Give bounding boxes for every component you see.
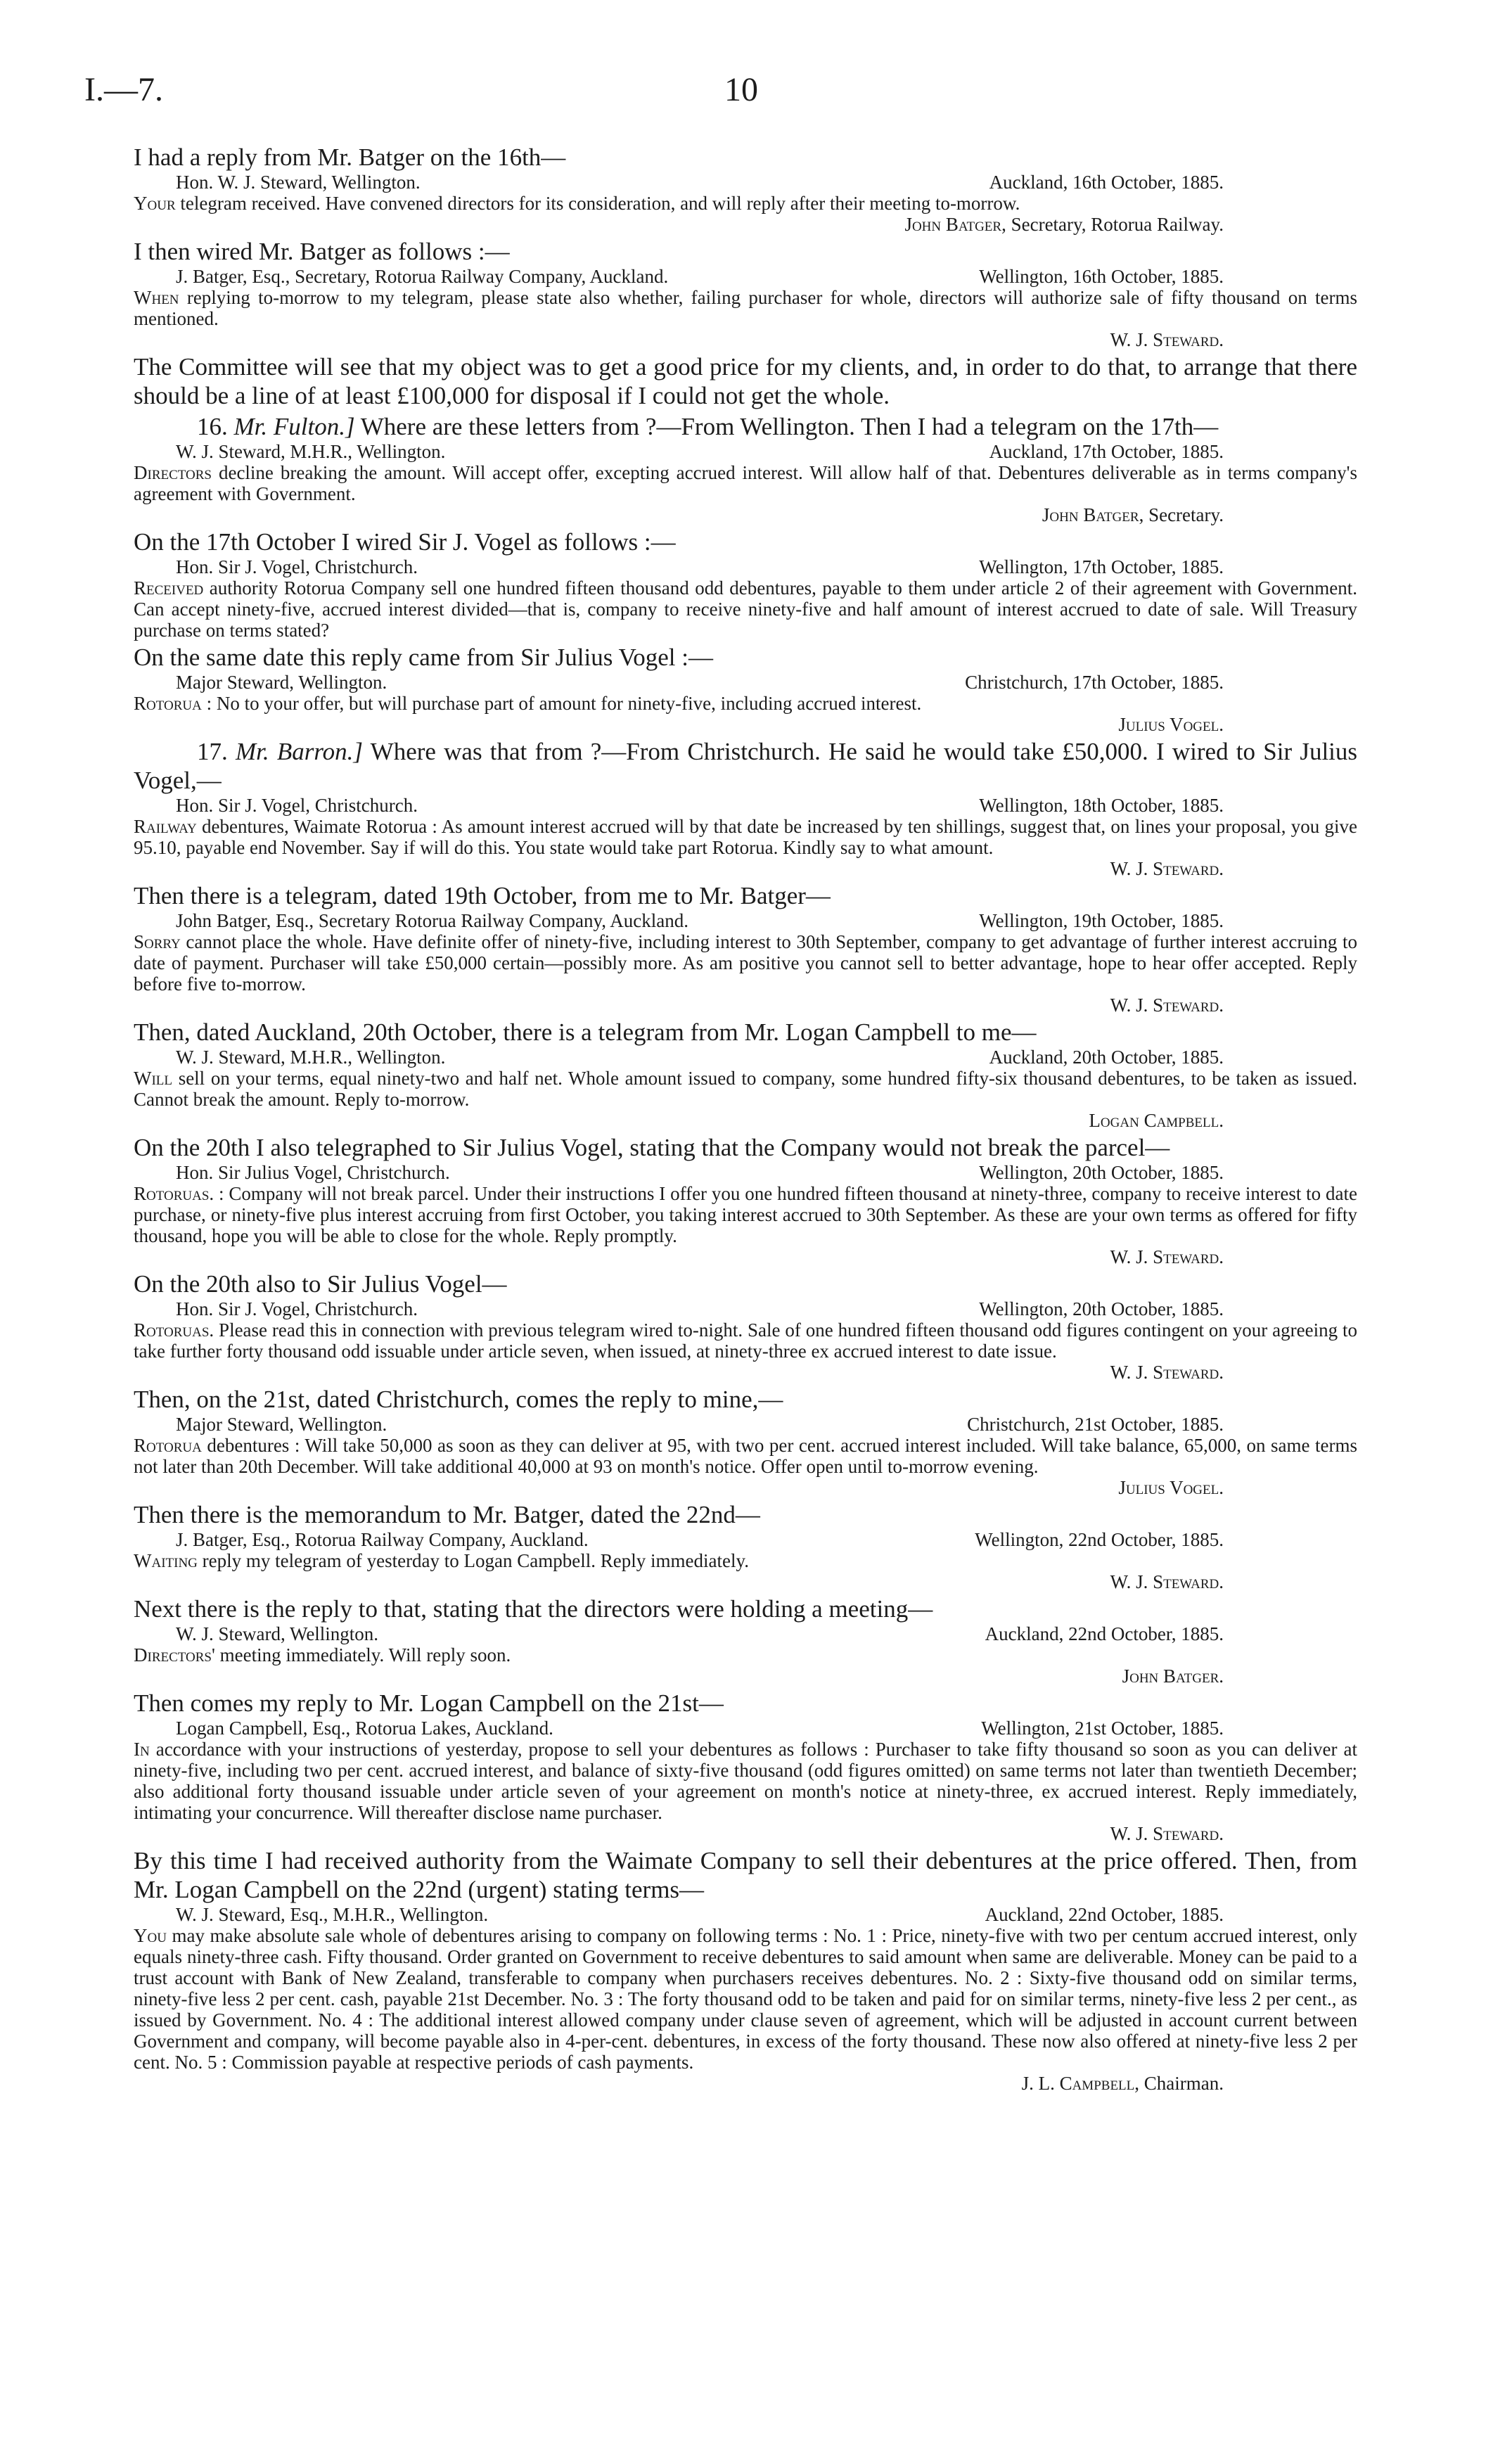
- telegram-lead-word: Waiting: [134, 1550, 198, 1571]
- page-number: 10: [724, 71, 758, 108]
- telegram-body: [134, 1550, 1357, 1571]
- telegram-signature: [134, 1666, 1357, 1687]
- telegram-signature: [134, 1571, 1357, 1592]
- telegram-header: [134, 441, 1357, 462]
- telegram-lead-word: Rotoruas.: [134, 1319, 214, 1341]
- signature-title: .: [1219, 995, 1224, 1016]
- evidence-question: [134, 737, 1357, 795]
- telegram-lead-word: You: [134, 1925, 167, 1946]
- signature-name: Steward: [1148, 329, 1219, 350]
- signature-title: .: [1219, 858, 1224, 879]
- telegram-signature: [134, 1362, 1357, 1383]
- telegram-place-date: Auckland, 17th October, 1885.: [989, 441, 1224, 462]
- signature-initial: Logan: [1089, 1110, 1139, 1131]
- telegram-addressee: W. J. Steward, Esq., M.H.R., Wellington.: [176, 1904, 489, 1925]
- telegram: [134, 795, 1357, 879]
- telegram: [134, 672, 1357, 735]
- telegram-lead-word: Rotorua: [134, 693, 202, 714]
- telegram-text: Please read this in connection with previous telegram wired to-night. Sale of one hundred fifteen thousand odd figures contingent on your agreeing to take further forty thousand odd issuable under article seven, when issued, at ninety-three ex accrued interest to date issue.: [134, 1319, 1357, 1362]
- telegram-body: [134, 1435, 1357, 1477]
- signature-title: .: [1219, 1246, 1224, 1267]
- signature-name: Vogel: [1165, 714, 1219, 735]
- paragraph: I had a reply from Mr. Batger on the 16th—: [134, 143, 566, 171]
- telegram-addressee: J. Batger, Esq., Rotorua Railway Company, Auckland.: [176, 1529, 589, 1550]
- signature-name: Steward: [1148, 1246, 1219, 1267]
- telegram-body: [134, 1183, 1357, 1246]
- paragraph: Then, dated Auckland, 20th October, there is a telegram from Mr. Logan Campbell to me—: [134, 1018, 1037, 1046]
- telegram-text: replying to-morrow to my telegram, please state also whether, failing purchaser for whole, directors will authorize sale of fifty thousand on terms mentioned.: [134, 287, 1357, 329]
- telegram-body: [134, 577, 1357, 641]
- telegram-place-date: Wellington, 18th October, 1885.: [979, 795, 1224, 816]
- telegram-place-date: Auckland, 22nd October, 1885.: [985, 1623, 1224, 1644]
- signature-initial: John: [904, 214, 942, 235]
- telegram-body: [134, 287, 1357, 329]
- telegram-place-date: Wellington, 22nd October, 1885.: [975, 1529, 1224, 1550]
- questioner: Mr. Fulton.]: [233, 413, 355, 440]
- telegram-text: debentures : Will take 50,000 as soon as they can deliver at 95, with two per cent. accrued interest included. Will take balance, 65,000, on same terms not later than 20th December. Will take additional 40,000 at 93 on month's notice. Offer open until to-morrow evening.: [134, 1435, 1357, 1477]
- signature-name: Steward: [1148, 1571, 1219, 1592]
- document-reference: I.—7.: [84, 71, 163, 108]
- telegram: [134, 1298, 1357, 1383]
- signature-title: .: [1219, 714, 1224, 735]
- telegram-header: [134, 1623, 1357, 1644]
- telegram-addressee: W. J. Steward, Wellington.: [176, 1623, 379, 1644]
- telegram-addressee: W. J. Steward, M.H.R., Wellington.: [176, 441, 446, 462]
- signature-initial: W. J.: [1110, 1246, 1148, 1267]
- telegram-text: may make absolute sale whole of debentures arising to company on following terms : No. 1 : Price, ninety-five with two per centum accrued interest, only equals ninety-three cash. Fifty thousand. Order granted on Government to receive debentures to said amount when same are deliverable. Money can be paid to a trust account with Bank of New Zealand, transferable to company when purchasers receives debentures. No. 2 : Sixty-five thousand odd on similar terms, ninety-five less 2 per cent. cash, payable 21st December. No. 3 : The forty thousand odd to be taken and paid for on similar terms, ninety-five less 2 per cent., as issued by Government. No. 4 : The additional interest allowed company under clause seven of agreement, which will be adjusted in account current between Government and company, will become payable also in 4-per-cent. debentures, in excess of the forty thousand. These now also offered at ninety-five less 2 per cent. No. 5 : Commission payable at respective periods of cash payments.: [134, 1925, 1357, 2073]
- telegram-header: [134, 1414, 1357, 1435]
- telegram: [134, 266, 1357, 350]
- telegram-signature: [134, 329, 1357, 350]
- telegram: [134, 1529, 1357, 1592]
- paragraph: On the same date this reply came from Sir Julius Vogel :—: [134, 644, 713, 671]
- telegram-text: debentures, Waimate Rotorua : As amount interest accrued will by that date be increased by ten shillings, suggest that, on lines your proposal, you give 95.10, payable end November. Say if will do this. You state would take part Rotorua. Kindly say to what amount.: [134, 816, 1357, 858]
- telegram-place-date: Auckland, 22nd October, 1885.: [985, 1904, 1224, 1925]
- evidence-question: [134, 412, 1357, 441]
- telegram-addressee: Hon. Sir J. Vogel, Christchurch.: [176, 556, 418, 577]
- telegram-text: : Company will not break parcel. Under their instructions I offer you one hundred fifteen thousand at ninety-three, company to receive interest to date purchase, or ninety-five plus interest accruing from first October, you taking interest accrued to 30th September. As these are your own terms as offered for fifty thousand, hope you will be able to close for the whole. Reply promptly.: [134, 1183, 1357, 1246]
- telegram-lead-word: Rotorua: [134, 1435, 202, 1456]
- telegram-lead-word: In: [134, 1739, 150, 1760]
- signature-title: .: [1219, 1823, 1224, 1844]
- telegram-place-date: Wellington, 20th October, 1885.: [979, 1298, 1224, 1319]
- signature-initial: John: [1122, 1666, 1159, 1687]
- telegram-place-date: Wellington, 19th October, 1885.: [979, 910, 1224, 931]
- questioner: Mr. Barron.]: [235, 738, 364, 765]
- telegram-addressee: Hon. Sir J. Vogel, Christchurch.: [176, 795, 418, 816]
- telegram-text: reply my telegram of yesterday to Logan Campbell. Reply immediately.: [197, 1550, 749, 1571]
- telegram-text: meeting immediately. Will reply soon.: [214, 1644, 511, 1666]
- telegram-lead-word: Received: [134, 577, 204, 599]
- telegram-header: [134, 1162, 1357, 1183]
- telegram-lead-word: When: [134, 287, 179, 308]
- telegram-body: [134, 193, 1357, 214]
- question-text: Where was that from ?—From Christchurch. He said he would take £50,000. I wired to Sir Julius Vogel,—: [134, 738, 1358, 794]
- signature-initial: J. L.: [1021, 2073, 1055, 2094]
- signature-initial: W. J.: [1110, 329, 1148, 350]
- paragraph: On the 17th October I wired Sir J. Vogel as follows :—: [134, 528, 676, 556]
- page-body: [134, 141, 1357, 2094]
- telegram-addressee: John Batger, Esq., Secretary Rotorua Railway Company, Auckland.: [176, 910, 689, 931]
- paragraph: Then there is a telegram, dated 19th October, from me to Mr. Batger—: [134, 882, 831, 909]
- telegram-text: cannot place the whole. Have definite offer of ninety-five, including interest to 30th September, company to get advantage of further interest accruing to date of payment. Purchaser will take £50,000 certain—possibly more. As am positive you cannot sell to better advantage, hope to hear offer accepted. Reply before five to-morrow.: [134, 931, 1357, 995]
- telegram-lead-word: Your: [134, 193, 176, 214]
- telegram-lead-word: Sorry: [134, 931, 181, 952]
- telegram-body: [134, 1925, 1357, 2073]
- telegram-body: [134, 1068, 1357, 1110]
- signature-title: , Secretary, Rotorua Railway.: [1001, 214, 1224, 235]
- telegram-body: [134, 816, 1357, 858]
- telegram-place-date: Wellington, 21st October, 1885.: [981, 1718, 1224, 1739]
- telegram-signature: [134, 214, 1357, 235]
- telegram-text: : No to your offer, but will purchase part of amount for ninety-five, including accrued interest.: [201, 693, 922, 714]
- signature-initial: Julius: [1118, 714, 1165, 735]
- telegram-text: authority Rotorua Company sell one hundred fifteen thousand odd debentures, payable to them under article 2 of their agreement with Government. Can accept ninety-five, accrued interest divided—that is, company to receive ninety-five and half amount of interest accrued to date of sale. Will Treasury purchase on terms stated?: [134, 577, 1357, 641]
- telegram-signature: [134, 1246, 1357, 1267]
- telegram-body: [134, 462, 1357, 504]
- telegram-body: [134, 693, 1357, 714]
- signature-initial: John: [1042, 504, 1079, 525]
- signature-initial: W. J.: [1110, 858, 1148, 879]
- telegram-signature: [134, 714, 1357, 735]
- telegram-addressee: Major Steward, Wellington.: [176, 1414, 387, 1435]
- telegram: [134, 1414, 1357, 1498]
- telegram-signature: [134, 504, 1357, 525]
- telegram-header: [134, 556, 1357, 577]
- telegram-lead-word: Rotoruas.: [134, 1183, 214, 1204]
- telegram-signature: [134, 995, 1357, 1016]
- signature-name: Campbell: [1139, 1110, 1219, 1131]
- telegram-place-date: Wellington, 17th October, 1885.: [979, 556, 1224, 577]
- telegram-signature: [134, 2073, 1357, 2094]
- telegram-addressee: J. Batger, Esq., Secretary, Rotorua Railway Company, Auckland.: [176, 266, 669, 287]
- paragraph: I then wired Mr. Batger as follows :—: [134, 238, 510, 265]
- telegram-header: [134, 910, 1357, 931]
- telegram-signature: [134, 858, 1357, 879]
- telegram-header: [134, 172, 1357, 193]
- telegram-addressee: Logan Campbell, Esq., Rotorua Lakes, Auckland.: [176, 1718, 553, 1739]
- telegram-header: [134, 1298, 1357, 1319]
- signature-name: Campbell: [1054, 2073, 1135, 2094]
- telegram-signature: [134, 1110, 1357, 1131]
- paragraph: On the 20th also to Sir Julius Vogel—: [134, 1270, 507, 1298]
- signature-name: Steward: [1148, 1823, 1219, 1844]
- signature-title: .: [1219, 1571, 1224, 1592]
- telegram-text: accordance with your instructions of yesterday, propose to sell your debentures as follows : Purchaser to take fifty thousand so soon as you can deliver at ninety-five, including two per cent. accrued interest, and balance of sixty-five thousand (odd figures omitted) on same terms not later than twentieth December; also additional forty thousand issuable under article seven of your agreement on month's notice at ninety-three, ex accrued interest. Reply immediately, intimating your concurrence. Will thereafter disclose name purchaser.: [134, 1739, 1357, 1823]
- signature-name: Batger: [941, 214, 1002, 235]
- signature-initial: W. J.: [1110, 1823, 1148, 1844]
- telegram-body: [134, 931, 1357, 995]
- question-number: 17.: [197, 738, 228, 765]
- paragraph: On the 20th I also telegraphed to Sir Julius Vogel, stating that the Company would not break the parcel—: [134, 1134, 1170, 1161]
- telegram-place-date: Wellington, 16th October, 1885.: [979, 266, 1224, 287]
- paragraph: Then comes my reply to Mr. Logan Campbell on the 21st—: [134, 1689, 724, 1717]
- telegram-text: decline breaking the amount. Will accept offer, excepting accrued interest. Will allow half of that. Debentures deliverable as in terms company's agreement with Government.: [134, 462, 1357, 504]
- telegram-text: sell on your terms, equal ninety-two and half net. Whole amount issued to company, some hundred fifty-six thousand debentures, to be taken as issued. Cannot break the amount. Reply to-morrow.: [134, 1068, 1357, 1110]
- signature-title: .: [1219, 1110, 1224, 1131]
- signature-title: .: [1219, 1666, 1224, 1687]
- signature-initial: W. J.: [1110, 1571, 1148, 1592]
- signature-title: .: [1219, 329, 1224, 350]
- signature-title: , Chairman.: [1134, 2073, 1224, 2094]
- signature-name: Steward: [1148, 1362, 1219, 1383]
- signature-name: Vogel: [1165, 1477, 1219, 1498]
- telegram: [134, 441, 1357, 525]
- paragraph: The Committee will see that my object was to get a good price for my clients, and, in order to do that, to arrange that there should be a line of at least £100,000 for disposal if I could not get the whole.: [134, 353, 1357, 409]
- signature-title: , Secretary.: [1139, 504, 1224, 525]
- paragraph: Then there is the memorandum to Mr. Batger, dated the 22nd—: [134, 1501, 760, 1528]
- paragraph: By this time I had received authority from the Waimate Company to sell their debentures at the price offered. Then, from Mr. Logan Campbell on the 22nd (urgent) stating terms—: [134, 1847, 1357, 1903]
- telegram-header: [134, 1047, 1357, 1068]
- telegram: [134, 1718, 1357, 1844]
- signature-name: Batger: [1078, 504, 1139, 525]
- telegram: [134, 172, 1357, 235]
- telegram: [134, 1904, 1357, 2094]
- telegram-signature: [134, 1477, 1357, 1498]
- telegram: [134, 1623, 1357, 1687]
- telegram-signature: [134, 1823, 1357, 1844]
- telegram-lead-word: Railway: [134, 816, 197, 837]
- signature-name: Steward: [1148, 995, 1219, 1016]
- telegram-place-date: Christchurch, 17th October, 1885.: [965, 672, 1224, 693]
- telegram-place-date: Christchurch, 21st October, 1885.: [967, 1414, 1224, 1435]
- telegram-lead-word: Directors: [134, 462, 212, 483]
- telegram: [134, 910, 1357, 1016]
- telegram: [134, 1047, 1357, 1131]
- telegram: [134, 556, 1357, 641]
- signature-title: .: [1219, 1477, 1224, 1498]
- question-text: Where are these letters from ?—From Wellington. Then I had a telegram on the 17th—: [354, 413, 1219, 440]
- telegram: [134, 1162, 1357, 1267]
- signature-initial: W. J.: [1110, 995, 1148, 1016]
- signature-initial: Julius: [1118, 1477, 1165, 1498]
- telegram-place-date: Auckland, 20th October, 1885.: [989, 1047, 1224, 1068]
- telegram-addressee: Major Steward, Wellington.: [176, 672, 387, 693]
- telegram-header: [134, 266, 1357, 287]
- telegram-header: [134, 795, 1357, 816]
- telegram-body: [134, 1319, 1357, 1362]
- telegram-addressee: Hon. W. J. Steward, Wellington.: [176, 172, 421, 193]
- signature-title: .: [1219, 1362, 1224, 1383]
- telegram-body: [134, 1644, 1357, 1666]
- telegram-lead-word: Will: [134, 1068, 173, 1089]
- telegram-body: [134, 1739, 1357, 1823]
- telegram-lead-word: Directors': [134, 1644, 215, 1666]
- telegram-header: [134, 1718, 1357, 1739]
- paragraph: Then, on the 21st, dated Christchurch, comes the reply to mine,—: [134, 1386, 783, 1413]
- signature-name: Batger: [1158, 1666, 1219, 1687]
- signature-name: Steward: [1148, 858, 1219, 879]
- telegram-addressee: W. J. Steward, M.H.R., Wellington.: [176, 1047, 446, 1068]
- telegram-header: [134, 672, 1357, 693]
- telegram-header: [134, 1904, 1357, 1925]
- question-number: 16.: [197, 413, 228, 440]
- signature-initial: W. J.: [1110, 1362, 1148, 1383]
- telegram-addressee: Hon. Sir Julius Vogel, Christchurch.: [176, 1162, 450, 1183]
- telegram-header: [134, 1529, 1357, 1550]
- telegram-addressee: Hon. Sir J. Vogel, Christchurch.: [176, 1298, 418, 1319]
- telegram-place-date: Wellington, 20th October, 1885.: [979, 1162, 1224, 1183]
- telegram-text: telegram received. Have convened directors for its consideration, and will reply after their meeting to-morrow.: [175, 193, 1020, 214]
- paragraph: Next there is the reply to that, stating that the directors were holding a meeting—: [134, 1595, 933, 1623]
- telegram-place-date: Auckland, 16th October, 1885.: [989, 172, 1224, 193]
